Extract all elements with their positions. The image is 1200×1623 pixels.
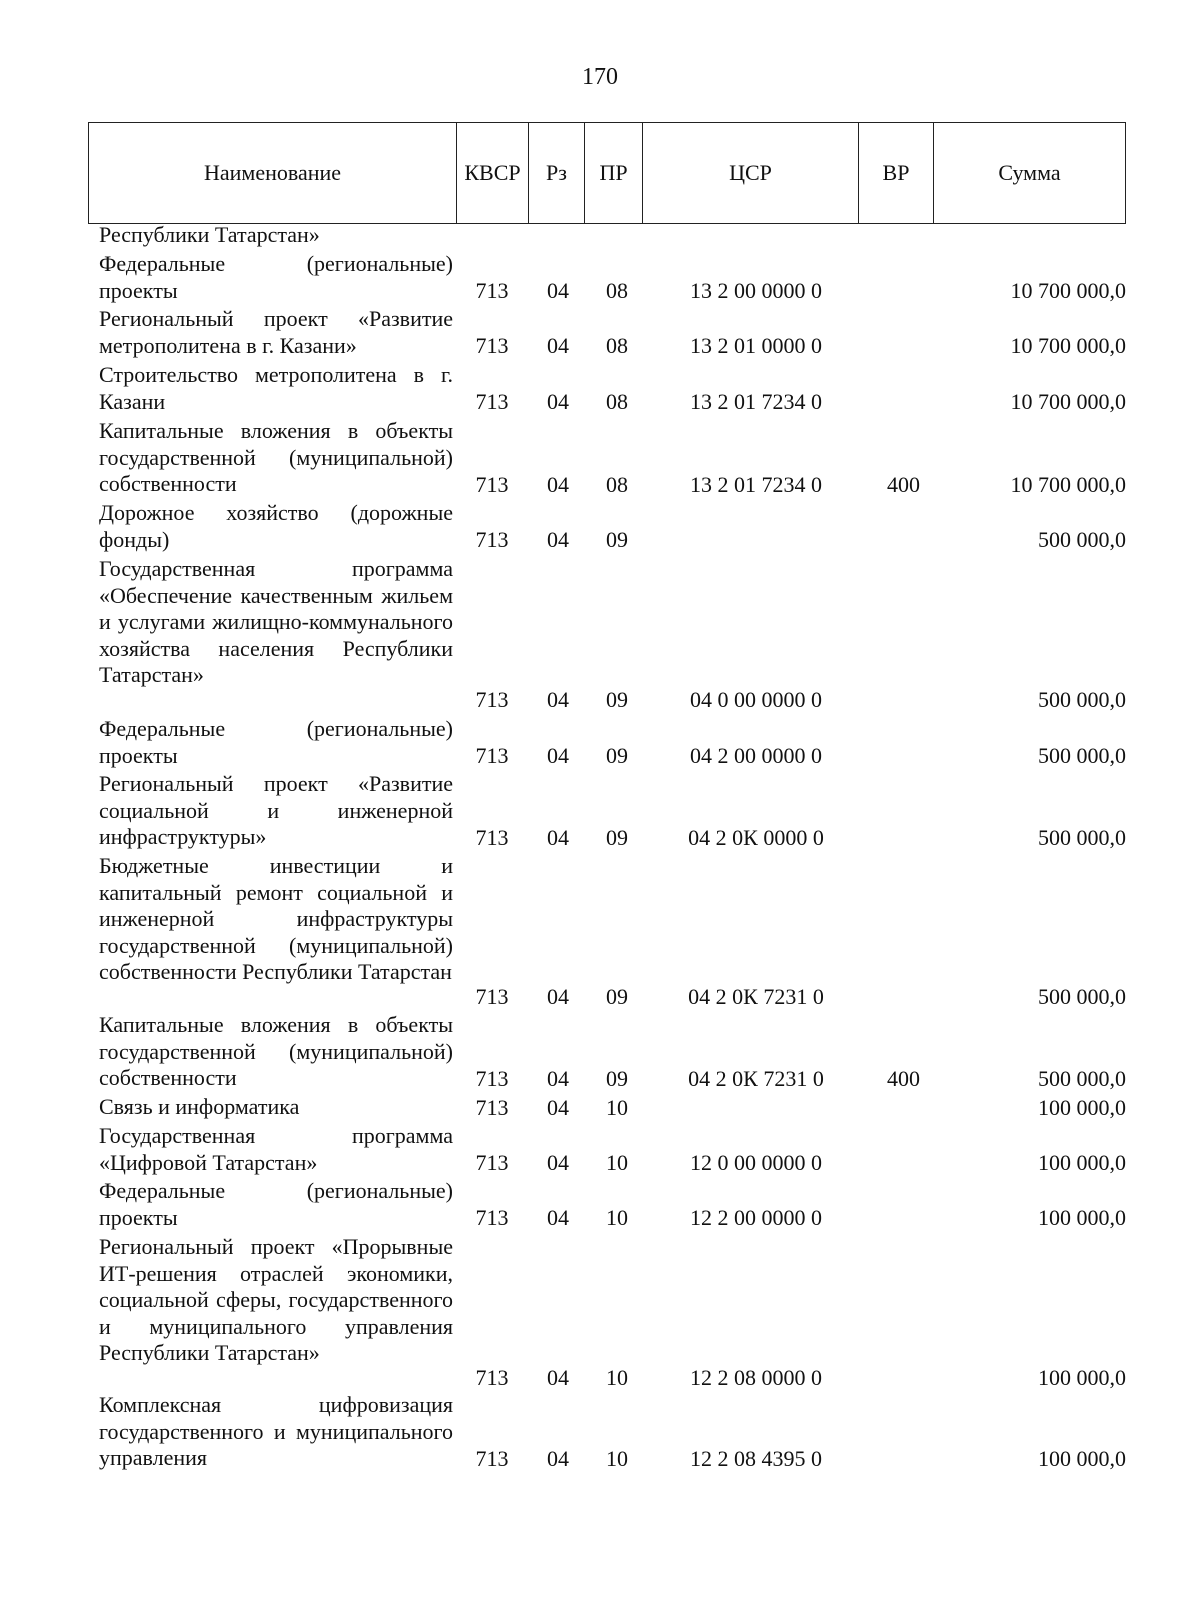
row-rz: 04 (547, 332, 569, 358)
row-name: Капитальные вложения в объекты государственной (муниципальной) собственности (99, 1012, 453, 1090)
row-name: Государственная программа «Обеспечение качественным жильем и услугами жилищно-коммунального хозяйства населения Республики Татарстан» (99, 556, 453, 687)
table-row (0, 362, 1200, 415)
row-pr: 08 (606, 332, 628, 358)
row-kvsr: 713 (475, 1364, 509, 1390)
row-pr: 09 (606, 824, 628, 850)
row-rz: 04 (547, 1094, 569, 1120)
row-pr: 09 (606, 742, 628, 768)
table-header (88, 122, 1126, 224)
row-pr: 08 (606, 471, 628, 497)
page-number: 170 (582, 64, 618, 90)
row-rz: 04 (547, 742, 569, 768)
table-row (0, 418, 1200, 498)
row-csr: 13 2 01 0000 0 (690, 332, 822, 358)
header-vr: ВР (859, 123, 934, 223)
table-row (0, 1178, 1200, 1231)
row-kvsr: 713 (475, 1149, 509, 1175)
row-kvsr: 713 (475, 332, 509, 358)
row-sum: 100 000,0 (1038, 1149, 1126, 1175)
row-name: Бюджетные инвестиции и капитальный ремонт социальной и инженерной инфраструктуры государственной (муниципальной) собственности Республики Татарстан (99, 853, 453, 984)
row-kvsr: 713 (475, 471, 509, 497)
row-sum: 10 700 000,0 (1010, 471, 1126, 497)
row-rz: 04 (547, 1065, 569, 1091)
row-kvsr: 713 (475, 1094, 509, 1120)
table-row (0, 556, 1200, 713)
row-name: Государственная программа «Цифровой Татарстан» (99, 1123, 453, 1175)
row-sum: 100 000,0 (1038, 1204, 1126, 1230)
row-name: Федеральные (региональные) проекты (99, 1178, 453, 1230)
row-kvsr: 713 (475, 388, 509, 414)
row-csr: 12 2 00 0000 0 (690, 1204, 822, 1230)
row-sum: 500 000,0 (1038, 742, 1126, 768)
row-csr: 12 2 08 0000 0 (690, 1364, 822, 1390)
row-pr: 10 (606, 1149, 628, 1175)
row-csr: 04 2 00 0000 0 (690, 742, 822, 768)
row-csr: 04 2 0К 7231 0 (688, 1065, 824, 1091)
table-row (0, 251, 1200, 304)
row-name: Комплексная цифровизация государственного и муниципального управления (99, 1392, 453, 1470)
row-pr: 09 (606, 1065, 628, 1091)
row-sum: 500 000,0 (1038, 824, 1126, 850)
row-name: Федеральные (региональные) проекты (99, 716, 453, 768)
row-rz: 04 (547, 1204, 569, 1230)
row-csr: 04 2 0К 7231 0 (688, 983, 824, 1009)
row-rz: 04 (547, 471, 569, 497)
table-row (0, 222, 1200, 249)
row-rz: 04 (547, 1364, 569, 1390)
row-vr: 400 (887, 471, 920, 497)
row-csr: 04 0 00 0000 0 (690, 686, 822, 712)
row-pr: 08 (606, 277, 628, 303)
row-sum: 10 700 000,0 (1010, 388, 1126, 414)
row-kvsr: 713 (475, 686, 509, 712)
row-sum: 100 000,0 (1038, 1445, 1126, 1471)
header-kvsr: КВСР (457, 123, 529, 223)
row-name: Связь и информатика (99, 1094, 300, 1119)
row-csr: 04 2 0К 0000 0 (688, 824, 824, 850)
header-sum: Сумма (998, 160, 1061, 185)
row-pr: 08 (606, 388, 628, 414)
row-kvsr: 713 (475, 1445, 509, 1471)
row-csr: 12 2 08 4395 0 (690, 1445, 822, 1471)
row-kvsr: 713 (475, 1204, 509, 1230)
row-sum: 500 000,0 (1038, 983, 1126, 1009)
table-row (0, 1234, 1200, 1391)
row-vr: 400 (887, 1065, 920, 1091)
table-row (0, 1392, 1200, 1472)
header-pr: ПР (585, 123, 643, 223)
row-rz: 04 (547, 983, 569, 1009)
row-pr: 10 (606, 1094, 628, 1120)
row-rz: 04 (547, 1149, 569, 1175)
row-rz: 04 (547, 824, 569, 850)
row-rz: 04 (547, 1445, 569, 1471)
table-row (0, 500, 1200, 553)
row-sum: 10 700 000,0 (1010, 332, 1126, 358)
row-name: Дорожное хозяйство (дорожные фонды) (99, 500, 453, 552)
header-name: Наименование (89, 123, 457, 223)
row-rz: 04 (547, 277, 569, 303)
row-sum: 500 000,0 (1038, 686, 1126, 712)
row-sum: 100 000,0 (1038, 1364, 1126, 1390)
table-row (0, 853, 1200, 1010)
row-sum: 500 000,0 (1038, 526, 1126, 552)
row-csr: 13 2 01 7234 0 (690, 471, 822, 497)
row-pr: 10 (606, 1445, 628, 1471)
row-pr: 09 (606, 686, 628, 712)
row-pr: 09 (606, 983, 628, 1009)
row-kvsr: 713 (475, 277, 509, 303)
row-kvsr: 713 (475, 742, 509, 768)
table-row (0, 716, 1200, 769)
row-name: Региональный проект «Развитие социальной и инженерной инфраструктуры» (99, 771, 453, 849)
header-csr: ЦСР (643, 123, 859, 223)
table-row (0, 771, 1200, 851)
row-sum: 100 000,0 (1038, 1094, 1126, 1120)
header-rz: Рз (529, 123, 585, 223)
row-name: Региональный проект «Прорывные ИТ-решения отраслей экономики, социальной сферы, государственного и муниципального управления Республики Татарстан» (99, 1234, 453, 1365)
row-csr: 12 0 00 0000 0 (690, 1149, 822, 1175)
row-name: Капитальные вложения в объекты государственной (муниципальной) собственности (99, 418, 453, 496)
row-pr: 10 (606, 1364, 628, 1390)
table-row (0, 1094, 1200, 1121)
row-kvsr: 713 (475, 983, 509, 1009)
row-kvsr: 713 (475, 824, 509, 850)
row-sum: 500 000,0 (1038, 1065, 1126, 1091)
row-pr: 10 (606, 1204, 628, 1230)
row-rz: 04 (547, 686, 569, 712)
row-name: Региональный проект «Развитие метрополитена в г. Казани» (99, 306, 453, 358)
row-csr: 13 2 00 0000 0 (690, 277, 822, 303)
row-name: Строительство метрополитена в г. Казани (99, 362, 453, 414)
table-row (0, 1123, 1200, 1176)
row-csr: 13 2 01 7234 0 (690, 388, 822, 414)
row-sum: 10 700 000,0 (1010, 277, 1126, 303)
row-name: Федеральные (региональные) проекты (99, 251, 453, 303)
row-kvsr: 713 (475, 526, 509, 552)
row-name: Республики Татарстан» (99, 222, 320, 247)
row-kvsr: 713 (475, 1065, 509, 1091)
table-row (0, 1012, 1200, 1092)
row-pr: 09 (606, 526, 628, 552)
table-row (0, 306, 1200, 359)
row-rz: 04 (547, 526, 569, 552)
row-rz: 04 (547, 388, 569, 414)
